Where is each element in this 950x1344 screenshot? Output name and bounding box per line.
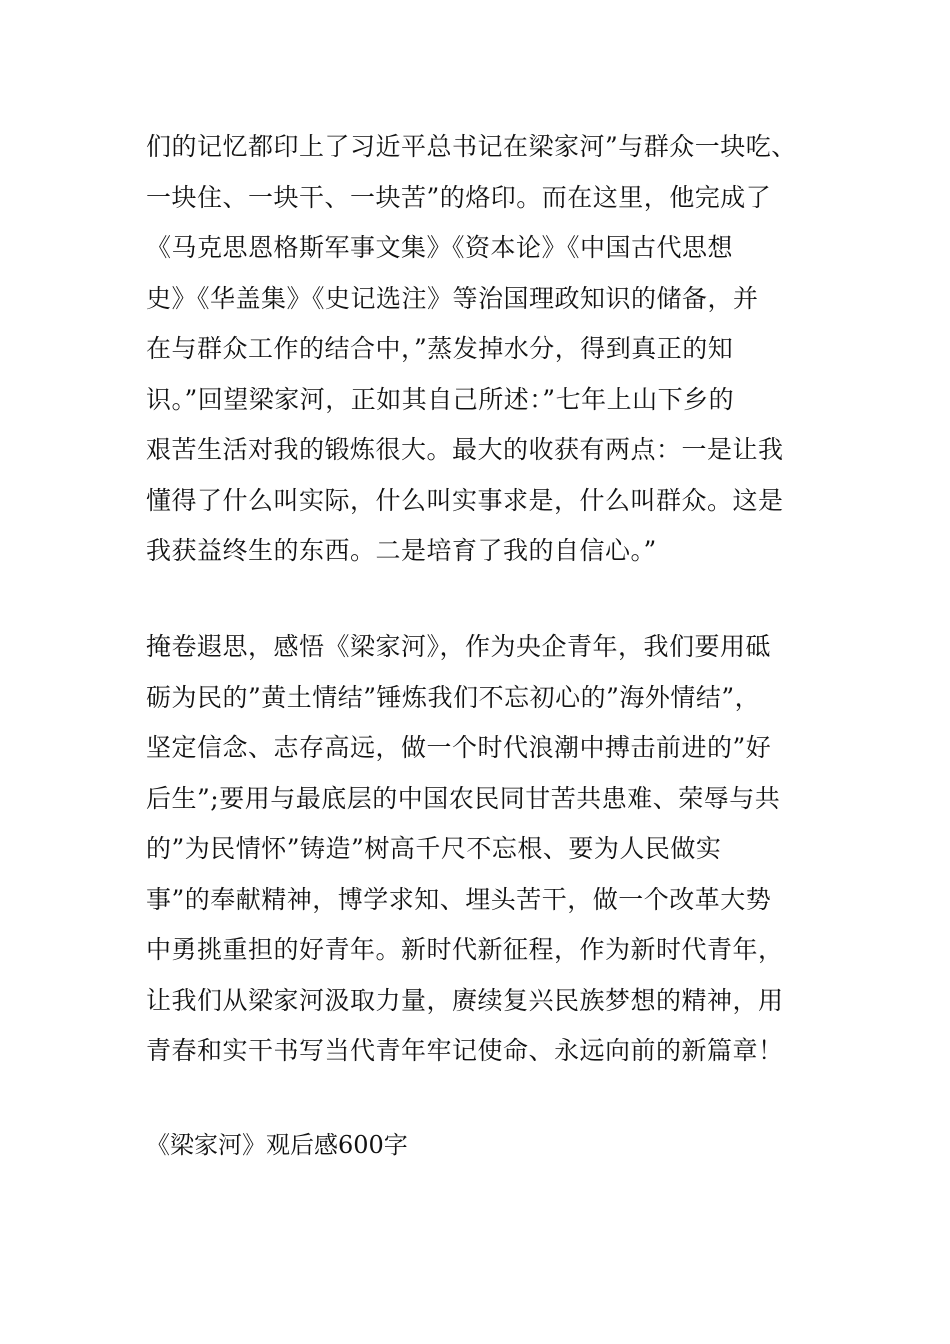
text-line: 一块住、一块干、一块苦”的烙印。而在这里，他完成了 — [146, 182, 772, 212]
text-line: 在与群众工作的结合中，”蒸发掉水分，得到真正的知 — [146, 334, 734, 363]
section-heading: 《梁家河》观后感600字 — [146, 1131, 408, 1159]
text-line: 懂得了什么叫实际，什么叫实事求是，什么叫群众。这是 — [146, 485, 784, 515]
text-line: 中勇挑重担的好青年。新时代新征程，作为新时代青年， — [146, 935, 784, 964]
text-line: 事”的奉献精神，博学求知、埋头苦干，做一个改革大势 — [146, 884, 772, 914]
text-line: 后生”;要用与最底层的中国农民同甘苦共患难、荣辱与共 — [146, 783, 781, 813]
text-line: 史》《华盖集》《史记选注》等治国理政知识的储备，并 — [146, 283, 759, 313]
paragraph-2 — [146, 622, 826, 1077]
text-line: 坚定信念、志存高远，做一个时代浪潮中搏击前进的”好 — [146, 733, 772, 762]
text-line: 们的记忆都印上了习近平总书记在梁家河”与群众一块吃、 — [146, 132, 797, 161]
text-line: 我获益终生的东西。二是培育了我的自信心。” — [146, 536, 657, 565]
text-line: 青春和实干书写当代青年牢记使命、永远向前的新篇章！ — [146, 1036, 784, 1065]
text-line: 的”为民情怀”铸造”树高千尺不忘根、要为人民做实 — [146, 834, 722, 863]
text-line: 让我们从梁家河汲取力量，赓续复兴民族梦想的精神，用 — [146, 985, 784, 1015]
text-line: 艰苦生活对我的锻炼很大。最大的收获有两点：一是让我 — [146, 435, 784, 464]
text-line: 《马克思恩格斯军事文集》《资本论》《中国古代思想 — [146, 233, 734, 262]
text-line: 掩卷遐思，感悟《梁家河》，作为央企青年，我们要用砥 — [146, 632, 772, 661]
paragraph-1 — [146, 122, 826, 577]
text-line: 砺为民的”黄土情结”锤炼我们不忘初心的”海外情结”， — [146, 682, 761, 712]
text-line: 识。”回望梁家河，正如其自己所述：”七年上山下乡的 — [146, 384, 735, 414]
